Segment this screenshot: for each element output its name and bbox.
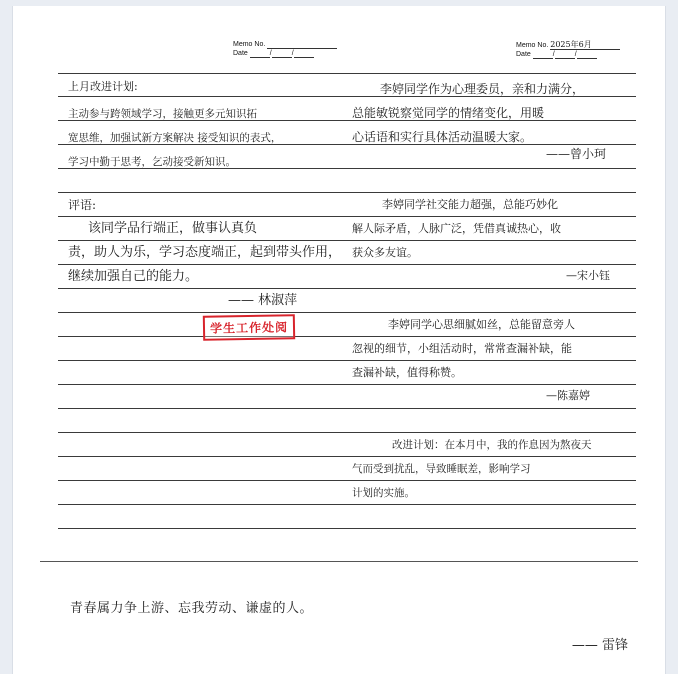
comment-line: 心话语和实行具体活动温暖大家。 bbox=[352, 130, 533, 144]
review-line: 责，助人为乐，学习态度端正，起到带头作用， bbox=[68, 245, 342, 260]
comment-1-signature: ——曾小珂 bbox=[546, 147, 607, 161]
review-line: 继续加强自己的能力。 bbox=[68, 269, 199, 284]
comment-3-signature: —陈嘉婷 bbox=[546, 389, 590, 402]
comment-line: 解人际矛盾，人脉广泛，凭借真诚热心，收 bbox=[352, 222, 561, 235]
plan-line: 主动参与跨领域学习，接触更多元知识拓 bbox=[68, 108, 257, 120]
memo-no-value: 2025年6月 bbox=[550, 40, 620, 50]
comment-2 bbox=[352, 193, 636, 265]
comment-line: 查漏补缺，值得称赞。 bbox=[352, 366, 462, 379]
memo-header-left: Memo No. Date / / bbox=[233, 40, 337, 58]
memo-no-label: Memo No. bbox=[516, 42, 549, 49]
memo-header-right: Memo No. 2025年6月 Date / / bbox=[516, 40, 620, 59]
comment-line: 忽视的细节，小组活动时，常常查漏补缺，能 bbox=[352, 342, 572, 355]
comment-2-signature: —宋小钰 bbox=[566, 269, 610, 282]
plan-line: 宽思维，加强试新方案解决 接受知识的表式， bbox=[68, 132, 282, 144]
review-line: 该同学品行端正，做事认真负 bbox=[88, 221, 258, 236]
plan-line: 改进计划：在本月中，我的作息因为熬夜天 bbox=[392, 439, 592, 451]
comment-1 bbox=[352, 77, 636, 149]
plan-line: 计划的实施。 bbox=[352, 487, 415, 499]
review-signature: —— 林淑萍 bbox=[228, 293, 298, 308]
comment-3 bbox=[352, 313, 636, 385]
plan-line: 学习中勤于思考，乞动接受新知识。 bbox=[68, 156, 236, 168]
approval-stamp: 学生工作处阅 bbox=[203, 314, 295, 341]
plan-line: 气而受到扰乱，导致睡眠差，影响学习 bbox=[352, 463, 531, 475]
date-label: Date bbox=[233, 50, 248, 57]
divider bbox=[40, 561, 638, 562]
notebook-page-right bbox=[346, 40, 636, 540]
plan-heading: 上月改进计划: bbox=[68, 80, 138, 93]
date-label: Date bbox=[516, 51, 531, 58]
review-text bbox=[68, 217, 348, 289]
quote-attribution: —— 雷锋 bbox=[571, 638, 628, 653]
comment-line: 获众多友谊。 bbox=[352, 246, 418, 259]
notebook-page-left bbox=[58, 40, 348, 540]
comment-line: 李婷同学心思细腻如丝，总能留意旁人 bbox=[388, 318, 575, 331]
improvement-plan bbox=[352, 433, 636, 505]
comment-line: 李婷同学社交能力超强，总能巧妙化 bbox=[382, 198, 558, 211]
quote-text: 青春属力争上游、忘我劳动、谦虚的人。 bbox=[70, 601, 314, 616]
comment-line: 李婷同学作为心理委员，亲和力满分， bbox=[380, 82, 585, 96]
review-heading: 评语: bbox=[68, 198, 97, 212]
memo-no-label: Memo No. bbox=[233, 41, 266, 48]
comment-line: 总能敏锐察觉同学的情绪变化，用暖 bbox=[352, 106, 545, 120]
plan-text bbox=[68, 102, 348, 174]
